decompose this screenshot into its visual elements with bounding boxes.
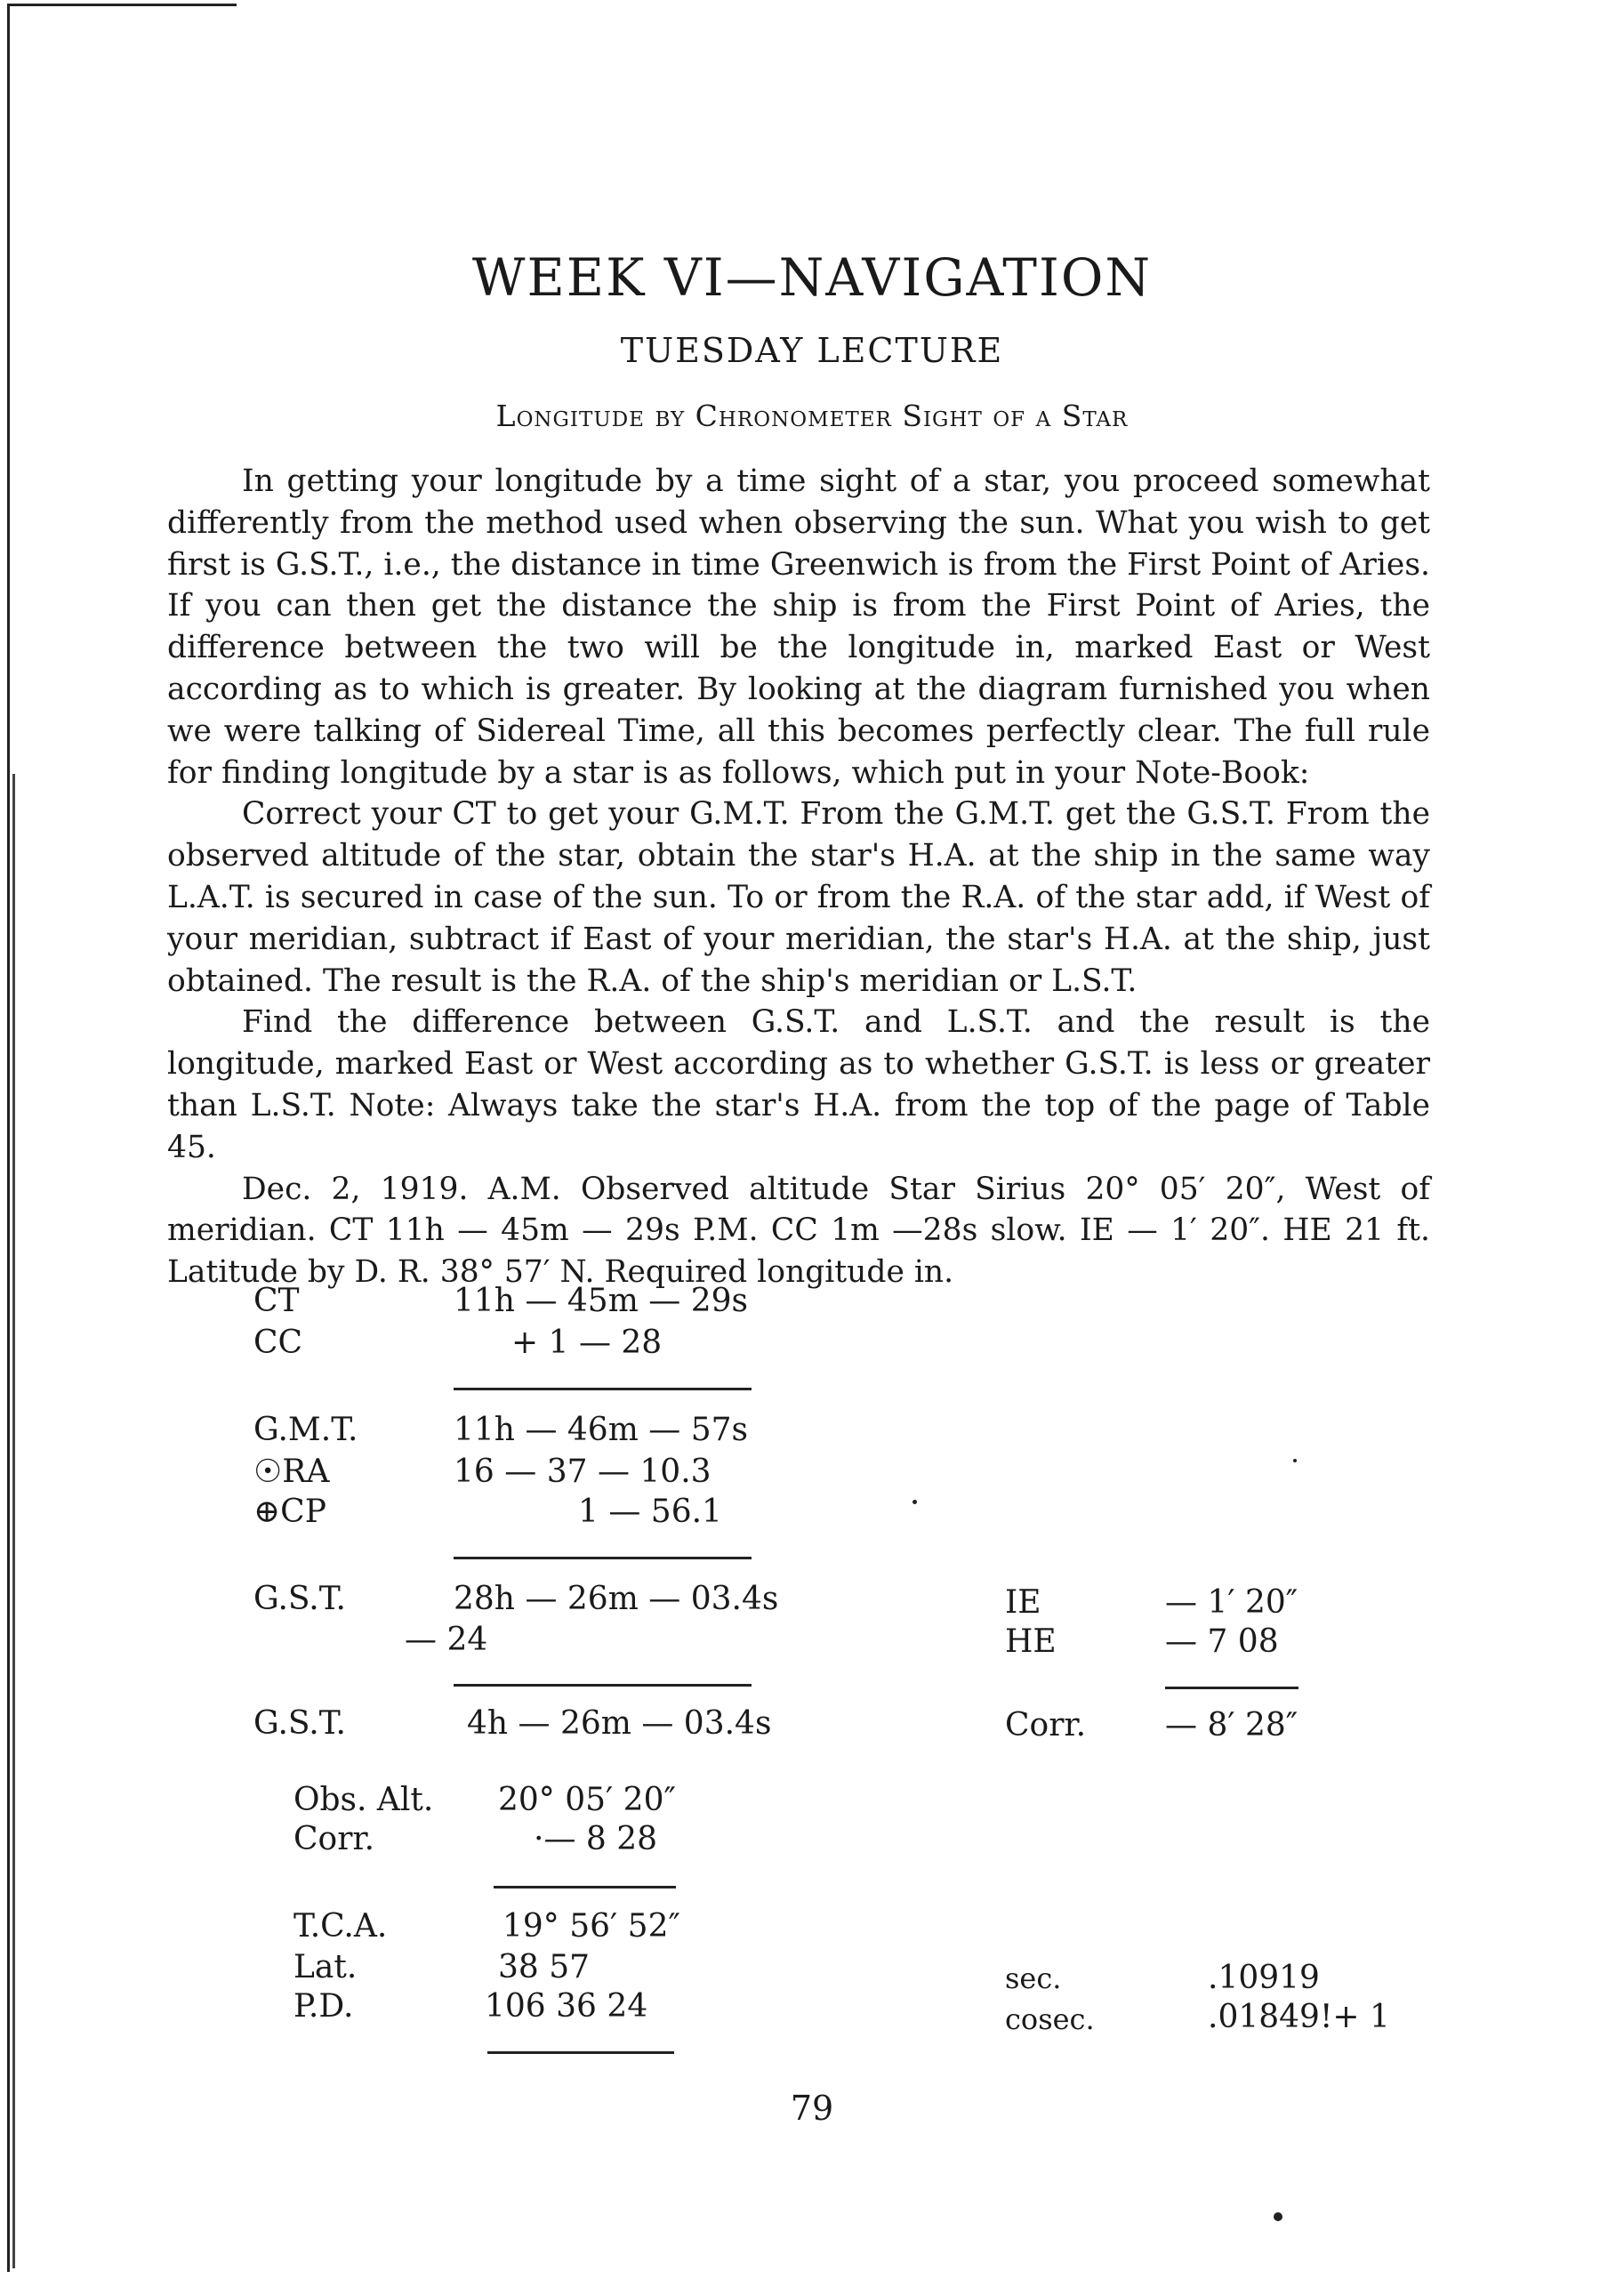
paragraph: In getting your longitude by a time sight of a star, you proceed somewhat differently from the method used when observing the sun. What you wish to get first is G.S.T., i.e., the distance in time Greenwich is from the First Point of Aries. If you can then get the distance the ship is from the First Point of Aries, the difference between the two will be the longitude in, marked East or West according as to which is greater. By looking at the diagram furnished you when we were talking of Sidereal Time, all this becomes perfectly clear. The full rule for finding longitude by a star is as follows, which put in your Note-Book: [167,463,1430,791]
calc-value-lat: 38 57 [498,1949,591,1985]
calc-value-sec: .10919 [1208,1960,1320,1996]
calc-value-he: — 7 08 [1165,1623,1279,1660]
calc-label-ra: ☉RA [253,1454,330,1490]
calc-label-ie: IE [1005,1584,1041,1621]
calc-value-ra: 16 — 37 — 10.3 [454,1454,712,1490]
calc-label-tca: T.C.A. [293,1908,388,1945]
calc-value-gmt: 11h — 46m — 57s [454,1412,748,1448]
calc-value-ct: 11h — 45m — 29s [454,1283,748,1319]
calc-label-cp: ⊕CP [253,1494,326,1530]
section-heading: Longitude by Chronometer Sight of a Star [495,399,1129,433]
ink-speck [1293,1459,1297,1462]
sum-rule [454,1388,752,1390]
calc-minus-24: — 24 [405,1622,488,1658]
page-border-shadow [12,774,15,2268]
page-subtitle: TUESDAY LECTURE [620,331,1004,370]
page-title: WEEK VI—NAVIGATION [471,247,1153,308]
calc-value-gst1: 28h — 26m — 03.4s [454,1581,779,1617]
calc-label-cc: CC [253,1325,303,1361]
calc-value-cc: + 1 — 28 [511,1325,663,1361]
sum-rule [487,2051,674,2054]
sum-rule [1165,1687,1298,1689]
paragraph: Correct your CT to get your G.M.T. From the G.M.T. get the G.S.T. From the observed altitude of the star, obtain the star's H.A. at the ship in the same way L.A.T. is secured in case of the sun. To or from the R.A. of the star add, if West of your meridian, subtract if East of your meridian, the star's H.A. at the ship, just obtained. The result is the R.A. of the ship's meridian or L.S.T. [167,796,1430,999]
paragraph: Find the difference between G.S.T. and L.S.T. and the result is the longitude, marked East or West according as to whether G.S.T. is less or greater than L.S.T. Note: Always take the star's H.A. from the top of the page of Table 45. [167,1004,1430,1165]
calc-value-gst2: 4h — 26m — 03.4s [467,1705,772,1742]
calc-label-sec: sec. [1005,1961,1062,1995]
calc-value-obs-alt: 20° 05′ 20″ [498,1782,676,1818]
body-text [167,461,1430,1293]
page-border-top [7,4,237,6]
calc-label-cosec: cosec. [1005,2002,1095,2036]
calc-value-pd: 106 36 24 [485,1988,648,2025]
calc-value-tca: 19° 56′ 52″ [502,1908,680,1945]
calc-label-he: HE [1005,1623,1057,1660]
calc-label-gst2: G.S.T. [253,1705,346,1742]
calc-value-corr2: — 8′ 28″ [1165,1707,1298,1743]
ink-speck [1274,2212,1282,2221]
page-number: 79 [790,2089,834,2128]
calc-label-corr: Corr. [293,1821,375,1857]
calc-label-gmt: G.M.T. [253,1412,358,1448]
calc-value-corr: ·— 8 28 [534,1821,658,1857]
calc-label-ct: CT [253,1283,300,1319]
calc-value-cosec: .01849!+ 1 [1208,1999,1390,2035]
sum-rule [454,1557,752,1559]
sum-rule [454,1684,752,1687]
calc-label-corr2: Corr. [1005,1707,1087,1743]
calc-label-gst1: G.S.T. [253,1581,346,1617]
paragraph: Dec. 2, 1919. A.M. Observed altitude Star Sirius 20° 05′ 20″, West of meridian. CT 11h — 45m — 29s P.M. CC 1m —28s slow. IE — 1′ 20″. HE 21 ft. Latitude by D. R. 38° 57′ N. Required longitude in. [167,1171,1430,1291]
sum-rule [494,1886,676,1888]
calc-label-obs-alt: Obs. Alt. [293,1782,434,1818]
calc-label-pd: P.D. [293,1988,354,2025]
calc-value-ie: — 1′ 20″ [1165,1584,1298,1621]
ink-speck [912,1500,917,1504]
calc-label-lat: Lat. [293,1949,358,1985]
calc-value-cp: 1 — 56.1 [578,1494,722,1530]
